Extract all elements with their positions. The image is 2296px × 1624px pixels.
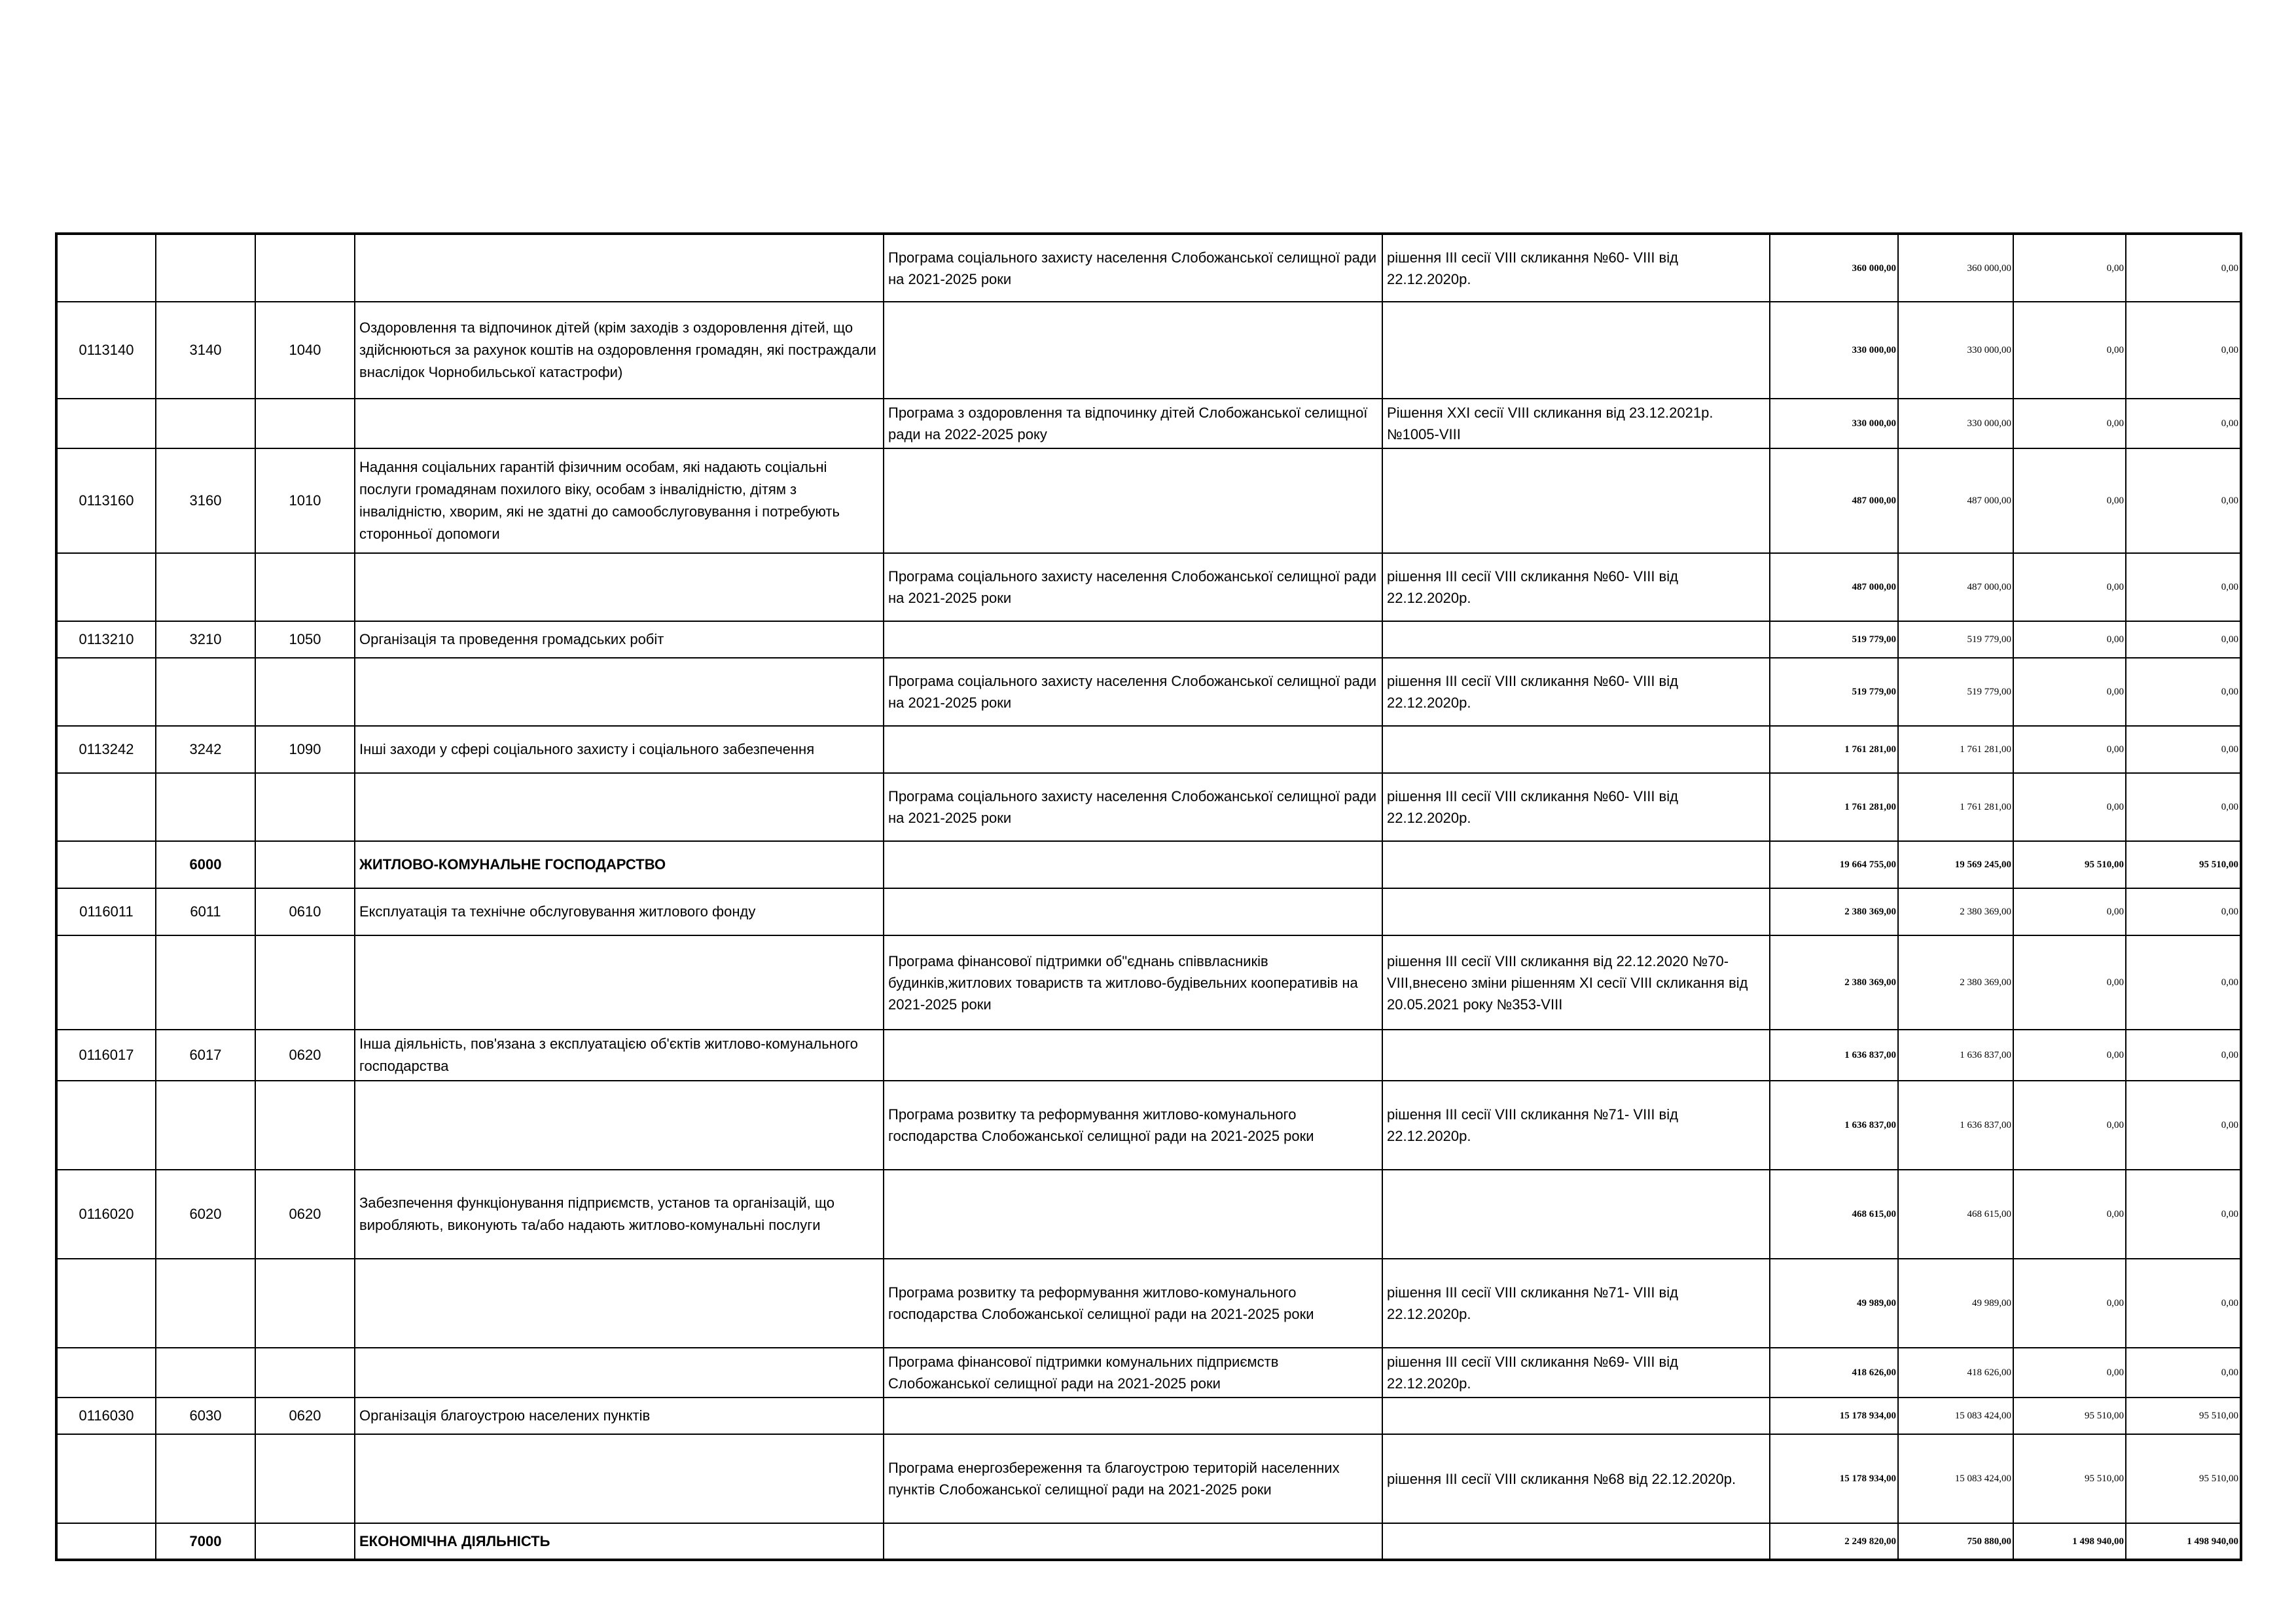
general-fund-cell: 519 779,00: [1898, 658, 2013, 726]
total-amount-cell: 1 636 837,00: [1770, 1030, 1898, 1081]
function-code-cell: [255, 841, 355, 888]
program-name-cell: [884, 726, 1382, 773]
budget-program-table: [55, 232, 2242, 1561]
program-name-cell: Програма енергозбереження та благоустрою територій населенних пунктів Слобожанської селищної ради на 2021-2025 роки: [884, 1434, 1382, 1523]
table-row: [56, 773, 2241, 841]
decision-cell: рішення ІІІ сесії VIII скликання №60- VIII від 22.12.2020р.: [1382, 234, 1770, 302]
program-code-cell: [56, 553, 156, 621]
development-budget-cell: 0,00: [2126, 1259, 2241, 1348]
special-fund-cell: 0,00: [2013, 1081, 2126, 1170]
development-budget-cell: 0,00: [2126, 448, 2241, 553]
total-amount-cell: 2 380 369,00: [1770, 888, 1898, 935]
program-class-code-cell: [156, 399, 255, 448]
activity-name-cell: [355, 1434, 884, 1523]
activity-name-cell: [355, 658, 884, 726]
decision-cell: рішення ІІІ сесії VIII скликання від 22.12.2020 №70-VIII,внесено зміни рішенням XI сесії VIII скликання від 20.05.2021 року №353-VIII: [1382, 935, 1770, 1030]
program-code-cell: [56, 1259, 156, 1348]
decision-cell: [1382, 1398, 1770, 1434]
activity-name-cell: Організація благоустрою населених пунктів: [355, 1398, 884, 1434]
program-class-code-cell: [156, 658, 255, 726]
program-name-cell: Програма фінансової підтримки комунальних підприємств Слобожанської селищної ради на 2021-2025 роки: [884, 1348, 1382, 1398]
total-amount-cell: 1 636 837,00: [1770, 1081, 1898, 1170]
general-fund-cell: 330 000,00: [1898, 302, 2013, 399]
table-row: [56, 935, 2241, 1030]
function-code-cell: 1050: [255, 621, 355, 658]
special-fund-cell: 1 498 940,00: [2013, 1523, 2126, 1560]
table-row: [56, 448, 2241, 553]
function-code-cell: [255, 234, 355, 302]
program-name-cell: [884, 302, 1382, 399]
program-name-cell: [884, 841, 1382, 888]
general-fund-cell: 418 626,00: [1898, 1348, 2013, 1398]
general-fund-cell: 468 615,00: [1898, 1170, 2013, 1259]
total-amount-cell: 418 626,00: [1770, 1348, 1898, 1398]
special-fund-cell: 0,00: [2013, 935, 2126, 1030]
general-fund-cell: 360 000,00: [1898, 234, 2013, 302]
program-class-code-cell: 3140: [156, 302, 255, 399]
program-class-code-cell: 3160: [156, 448, 255, 553]
decision-cell: рішення ІІІ сесії VIII скликання №60- VIII від 22.12.2020р.: [1382, 773, 1770, 841]
total-amount-cell: 360 000,00: [1770, 234, 1898, 302]
program-code-cell: [56, 1523, 156, 1560]
function-code-cell: [255, 773, 355, 841]
program-name-cell: Програма соціального захисту населення Слобожанської селищної ради на 2021-2025 роки: [884, 553, 1382, 621]
function-code-cell: [255, 1523, 355, 1560]
activity-name-cell: Надання соціальних гарантій фізичним особам, які надають соціальні послуги громадянам похилого віку, особам з інвалідністю, дітям з інвалідністю, хворим, які не здатні до самообслуговування і потребують сторонньої допомоги: [355, 448, 884, 553]
program-code-cell: [56, 841, 156, 888]
development-budget-cell: 0,00: [2126, 553, 2241, 621]
program-code-cell: [56, 658, 156, 726]
total-amount-cell: 519 779,00: [1770, 621, 1898, 658]
decision-cell: Рішення XXІ сесії VIII скликання від 23.12.2021р. №1005-VIII: [1382, 399, 1770, 448]
table-row: [56, 234, 2241, 302]
program-name-cell: [884, 448, 1382, 553]
decision-cell: [1382, 621, 1770, 658]
total-amount-cell: 330 000,00: [1770, 399, 1898, 448]
program-name-cell: Програма розвитку та реформування житлово-комунального господарства Слобожанської селищної ради на 2021-2025 роки: [884, 1259, 1382, 1348]
decision-cell: рішення ІІІ сесії VIII скликання №71- VIII від 22.12.2020р.: [1382, 1081, 1770, 1170]
program-code-cell: 0116020: [56, 1170, 156, 1259]
decision-cell: рішення ІІІ сесії VIII скликання №69- VIII від 22.12.2020р.: [1382, 1348, 1770, 1398]
decision-cell: [1382, 888, 1770, 935]
activity-name-cell: [355, 234, 884, 302]
activity-name-cell: [355, 399, 884, 448]
development-budget-cell: 1 498 940,00: [2126, 1523, 2241, 1560]
special-fund-cell: 95 510,00: [2013, 1434, 2126, 1523]
function-code-cell: 1040: [255, 302, 355, 399]
development-budget-cell: 0,00: [2126, 1030, 2241, 1081]
program-code-cell: [56, 935, 156, 1030]
total-amount-cell: 2 249 820,00: [1770, 1523, 1898, 1560]
table-row: [56, 726, 2241, 773]
program-code-cell: 0116030: [56, 1398, 156, 1434]
general-fund-cell: 330 000,00: [1898, 399, 2013, 448]
total-amount-cell: 468 615,00: [1770, 1170, 1898, 1259]
general-fund-cell: 2 380 369,00: [1898, 888, 2013, 935]
program-class-code-cell: 7000: [156, 1523, 255, 1560]
function-code-cell: [255, 1259, 355, 1348]
development-budget-cell: 0,00: [2126, 773, 2241, 841]
table-row: [56, 1523, 2241, 1560]
function-code-cell: 0620: [255, 1030, 355, 1081]
activity-name-cell: Забезпечення функціонування підприємств, установ та організацій, що виробляють, виконують та/або надають житлово-комунальні послуги: [355, 1170, 884, 1259]
special-fund-cell: 0,00: [2013, 1030, 2126, 1081]
decision-cell: рішення ІІІ сесії VIII скликання №68 від 22.12.2020р.: [1382, 1434, 1770, 1523]
general-fund-cell: 519 779,00: [1898, 621, 2013, 658]
program-code-cell: 0113140: [56, 302, 156, 399]
program-class-code-cell: [156, 935, 255, 1030]
special-fund-cell: 0,00: [2013, 773, 2126, 841]
table-row: [56, 888, 2241, 935]
function-code-cell: [255, 399, 355, 448]
function-code-cell: 1090: [255, 726, 355, 773]
development-budget-cell: 0,00: [2126, 302, 2241, 399]
program-name-cell: Програма фінансової підтримки об"єднань співвласників будинків,житлових товариств та житлово-будівельних кооперативів на 2021-2025 роки: [884, 935, 1382, 1030]
program-name-cell: [884, 888, 1382, 935]
general-fund-cell: 15 083 424,00: [1898, 1434, 2013, 1523]
total-amount-cell: 19 664 755,00: [1770, 841, 1898, 888]
program-class-code-cell: [156, 1259, 255, 1348]
activity-name-cell: [355, 553, 884, 621]
program-code-cell: [56, 1081, 156, 1170]
decision-cell: [1382, 1170, 1770, 1259]
special-fund-cell: 0,00: [2013, 888, 2126, 935]
program-code-cell: 0113160: [56, 448, 156, 553]
activity-name-cell: Експлуатація та технічне обслуговування житлового фонду: [355, 888, 884, 935]
program-code-cell: [56, 773, 156, 841]
program-code-cell: [56, 1434, 156, 1523]
special-fund-cell: 0,00: [2013, 1348, 2126, 1398]
table-row: [56, 1030, 2241, 1081]
table-row: [56, 1081, 2241, 1170]
general-fund-cell: 1 636 837,00: [1898, 1030, 2013, 1081]
activity-name-cell: Інша діяльність, пов'язана з експлуатацією об'єктів житлово-комунального господарства: [355, 1030, 884, 1081]
function-code-cell: 0620: [255, 1170, 355, 1259]
program-class-code-cell: [156, 234, 255, 302]
development-budget-cell: 95 510,00: [2126, 1398, 2241, 1434]
decision-cell: [1382, 1030, 1770, 1081]
special-fund-cell: 0,00: [2013, 621, 2126, 658]
program-class-code-cell: 6030: [156, 1398, 255, 1434]
special-fund-cell: 0,00: [2013, 726, 2126, 773]
program-code-cell: [56, 1348, 156, 1398]
budget-table-sheet: [55, 232, 2238, 1561]
activity-name-cell: ЕКОНОМІЧНА ДІЯЛЬНІСТЬ: [355, 1523, 884, 1560]
program-name-cell: [884, 1170, 1382, 1259]
program-code-cell: [56, 234, 156, 302]
total-amount-cell: 1 761 281,00: [1770, 726, 1898, 773]
table-row: [56, 302, 2241, 399]
program-class-code-cell: [156, 1081, 255, 1170]
special-fund-cell: 0,00: [2013, 302, 2126, 399]
function-code-cell: 1010: [255, 448, 355, 553]
function-code-cell: 0620: [255, 1398, 355, 1434]
total-amount-cell: 487 000,00: [1770, 553, 1898, 621]
program-name-cell: [884, 1030, 1382, 1081]
program-class-code-cell: [156, 773, 255, 841]
activity-name-cell: [355, 1348, 884, 1398]
program-code-cell: 0113242: [56, 726, 156, 773]
special-fund-cell: 95 510,00: [2013, 841, 2126, 888]
development-budget-cell: 0,00: [2126, 935, 2241, 1030]
function-code-cell: [255, 1434, 355, 1523]
decision-cell: рішення ІІІ сесії VIII скликання №71- VIII від 22.12.2020р.: [1382, 1259, 1770, 1348]
total-amount-cell: 519 779,00: [1770, 658, 1898, 726]
development-budget-cell: 0,00: [2126, 399, 2241, 448]
function-code-cell: [255, 658, 355, 726]
decision-cell: [1382, 1523, 1770, 1560]
development-budget-cell: 0,00: [2126, 234, 2241, 302]
table-row: [56, 553, 2241, 621]
general-fund-cell: 49 989,00: [1898, 1259, 2013, 1348]
table-row: [56, 1348, 2241, 1398]
development-budget-cell: 0,00: [2126, 621, 2241, 658]
program-name-cell: Програма з оздоровлення та відпочинку дітей Слобожанської селищної ради на 2022-2025 року: [884, 399, 1382, 448]
decision-cell: [1382, 841, 1770, 888]
special-fund-cell: 0,00: [2013, 1170, 2126, 1259]
program-name-cell: [884, 621, 1382, 658]
program-class-code-cell: [156, 553, 255, 621]
program-class-code-cell: [156, 1434, 255, 1523]
general-fund-cell: 2 380 369,00: [1898, 935, 2013, 1030]
decision-cell: [1382, 726, 1770, 773]
total-amount-cell: 487 000,00: [1770, 448, 1898, 553]
program-code-cell: [56, 399, 156, 448]
program-name-cell: Програма соціального захисту населення Слобожанської селищної ради на 2021-2025 роки: [884, 658, 1382, 726]
activity-name-cell: Організація та проведення громадських робіт: [355, 621, 884, 658]
function-code-cell: [255, 553, 355, 621]
program-name-cell: Програма соціального захисту населення Слобожанської селищної ради на 2021-2025 роки: [884, 234, 1382, 302]
general-fund-cell: 15 083 424,00: [1898, 1398, 2013, 1434]
general-fund-cell: 750 880,00: [1898, 1523, 2013, 1560]
general-fund-cell: 1 636 837,00: [1898, 1081, 2013, 1170]
development-budget-cell: 95 510,00: [2126, 841, 2241, 888]
table-row: [56, 399, 2241, 448]
function-code-cell: [255, 935, 355, 1030]
activity-name-cell: ЖИТЛОВО-КОМУНАЛЬНЕ ГОСПОДАРСТВО: [355, 841, 884, 888]
program-class-code-cell: 6017: [156, 1030, 255, 1081]
development-budget-cell: 0,00: [2126, 1348, 2241, 1398]
function-code-cell: [255, 1081, 355, 1170]
general-fund-cell: 1 761 281,00: [1898, 773, 2013, 841]
special-fund-cell: 0,00: [2013, 553, 2126, 621]
program-class-code-cell: [156, 1348, 255, 1398]
total-amount-cell: 1 761 281,00: [1770, 773, 1898, 841]
general-fund-cell: 1 761 281,00: [1898, 726, 2013, 773]
program-class-code-cell: 6011: [156, 888, 255, 935]
total-amount-cell: 15 178 934,00: [1770, 1398, 1898, 1434]
total-amount-cell: 2 380 369,00: [1770, 935, 1898, 1030]
development-budget-cell: 95 510,00: [2126, 1434, 2241, 1523]
table-row: [56, 1259, 2241, 1348]
total-amount-cell: 49 989,00: [1770, 1259, 1898, 1348]
function-code-cell: 0610: [255, 888, 355, 935]
development-budget-cell: 0,00: [2126, 888, 2241, 935]
activity-name-cell: [355, 1081, 884, 1170]
activity-name-cell: Оздоровлення та відпочинок дітей (крім заходів з оздоровлення дітей, що здійснюються за рахунок коштів на оздоровлення громадян, які постраждали внаслідок Чорнобильської катастрофи): [355, 302, 884, 399]
development-budget-cell: 0,00: [2126, 726, 2241, 773]
program-class-code-cell: 6000: [156, 841, 255, 888]
program-name-cell: Програма соціального захисту населення Слобожанської селищної ради на 2021-2025 роки: [884, 773, 1382, 841]
development-budget-cell: 0,00: [2126, 1170, 2241, 1259]
table-row: [56, 841, 2241, 888]
decision-cell: [1382, 302, 1770, 399]
table-row: [56, 1398, 2241, 1434]
special-fund-cell: 0,00: [2013, 448, 2126, 553]
special-fund-cell: 0,00: [2013, 658, 2126, 726]
table-row: [56, 1170, 2241, 1259]
table-row: [56, 658, 2241, 726]
function-code-cell: [255, 1348, 355, 1398]
table-row: [56, 1434, 2241, 1523]
program-name-cell: [884, 1398, 1382, 1434]
decision-cell: рішення ІІІ сесії VIII скликання №60- VIII від 22.12.2020р.: [1382, 658, 1770, 726]
total-amount-cell: 15 178 934,00: [1770, 1434, 1898, 1523]
program-code-cell: 0116017: [56, 1030, 156, 1081]
special-fund-cell: 0,00: [2013, 234, 2126, 302]
special-fund-cell: 0,00: [2013, 1259, 2126, 1348]
program-name-cell: Програма розвитку та реформування житлово-комунального господарства Слобожанської селищної ради на 2021-2025 роки: [884, 1081, 1382, 1170]
program-class-code-cell: 6020: [156, 1170, 255, 1259]
decision-cell: рішення ІІІ сесії VIII скликання №60- VIII від 22.12.2020р.: [1382, 553, 1770, 621]
program-code-cell: 0116011: [56, 888, 156, 935]
program-name-cell: [884, 1523, 1382, 1560]
activity-name-cell: [355, 935, 884, 1030]
general-fund-cell: 19 569 245,00: [1898, 841, 2013, 888]
development-budget-cell: 0,00: [2126, 658, 2241, 726]
program-class-code-cell: 3242: [156, 726, 255, 773]
total-amount-cell: 330 000,00: [1770, 302, 1898, 399]
general-fund-cell: 487 000,00: [1898, 448, 2013, 553]
general-fund-cell: 487 000,00: [1898, 553, 2013, 621]
decision-cell: [1382, 448, 1770, 553]
activity-name-cell: [355, 1259, 884, 1348]
special-fund-cell: 95 510,00: [2013, 1398, 2126, 1434]
table-row: [56, 621, 2241, 658]
activity-name-cell: [355, 773, 884, 841]
program-code-cell: 0113210: [56, 621, 156, 658]
program-class-code-cell: 3210: [156, 621, 255, 658]
development-budget-cell: 0,00: [2126, 1081, 2241, 1170]
activity-name-cell: Інші заходи у сфері соціального захисту і соціального забезпечення: [355, 726, 884, 773]
special-fund-cell: 0,00: [2013, 399, 2126, 448]
